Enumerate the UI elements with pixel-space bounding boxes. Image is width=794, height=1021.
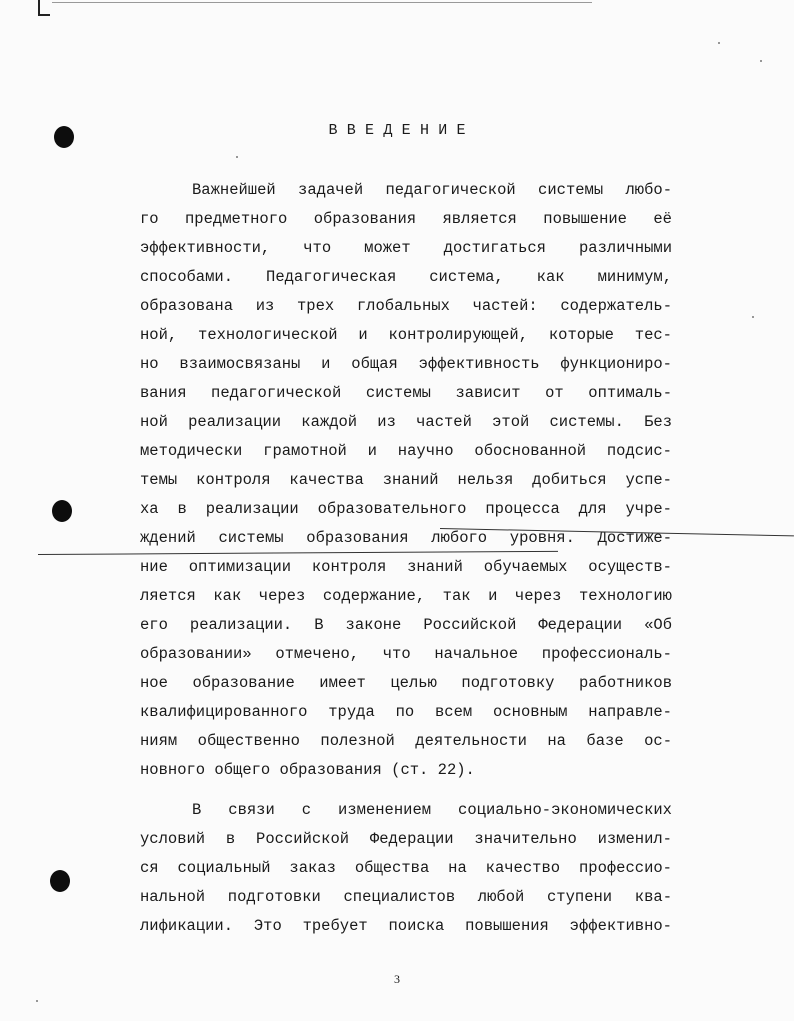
text-line: условий в Российской Федерации значительно изменил- <box>140 830 672 848</box>
scan-speck <box>236 156 238 158</box>
text-line: его реализации. В законе Российской Федерации «Об <box>140 616 672 634</box>
punch-hole-middle <box>52 500 72 522</box>
text-line: вания педагогической системы зависит от оптималь- <box>140 384 672 402</box>
text-line: образована из трех глобальных частей: содержатель- <box>140 297 672 315</box>
text-line: темы контроля качества знаний нельзя добиться успе- <box>140 471 672 489</box>
text-line: ся социальный заказ общества на качество профессио- <box>140 859 672 877</box>
body-text <box>140 176 672 941</box>
scan-top-edge-line <box>52 2 592 3</box>
text-line: В связи с изменением социально-экономических <box>192 801 672 819</box>
scan-corner-mark <box>38 0 50 16</box>
text-line: ной реализации каждой из частей этой системы. Без <box>140 413 672 431</box>
scan-speck <box>752 316 754 318</box>
text-line: квалифицированного труда по всем основным направле- <box>140 703 672 721</box>
scan-speck <box>36 1000 38 1002</box>
text-line: ждений системы образования любого уровня. Достиже- <box>140 529 672 547</box>
text-line: ха в реализации образовательного процесса для учре- <box>140 500 672 518</box>
paragraph-1 <box>140 176 672 785</box>
text-line: эффективности, что может достигаться различными <box>140 239 672 257</box>
page-title: ВВЕДЕНИЕ <box>328 122 475 139</box>
text-line: го предметного образования является повышение её <box>140 210 672 228</box>
paragraph-2 <box>140 796 672 941</box>
text-line: способами. Педагогическая система, как минимум, <box>140 268 672 286</box>
scan-speck <box>718 42 720 44</box>
text-line: образовании» отмечено, что начальное профессиональ- <box>140 645 672 663</box>
text-line: ниям общественно полезной деятельности на базе ос- <box>140 732 672 750</box>
text-line: лификации. Это требует поиска повышения эффективно- <box>140 917 672 935</box>
text-line: но взаимосвязаны и общая эффективность функциониро- <box>140 355 672 373</box>
text-line: Важнейшей задачей педагогической системы любо- <box>192 181 672 199</box>
text-line: ной, технологической и контролирующей, которые тес- <box>140 326 672 344</box>
text-line: ляется как через содержание, так и через технологию <box>140 587 672 605</box>
punch-hole-bottom <box>50 870 70 892</box>
text-line: ное образование имеет целью подготовку работников <box>140 674 672 692</box>
paragraph-gap <box>140 785 672 796</box>
text-line: новного общего образования (ст. 22). <box>140 761 475 779</box>
scan-speck <box>760 60 762 62</box>
text-line: нальной подготовки специалистов любой ступени ква- <box>140 888 672 906</box>
text-line: методически грамотной и научно обоснованной подсис- <box>140 442 672 460</box>
text-line: ние оптимизации контроля знаний обучаемых осуществ- <box>140 558 672 576</box>
page-number: 3 <box>394 972 400 986</box>
